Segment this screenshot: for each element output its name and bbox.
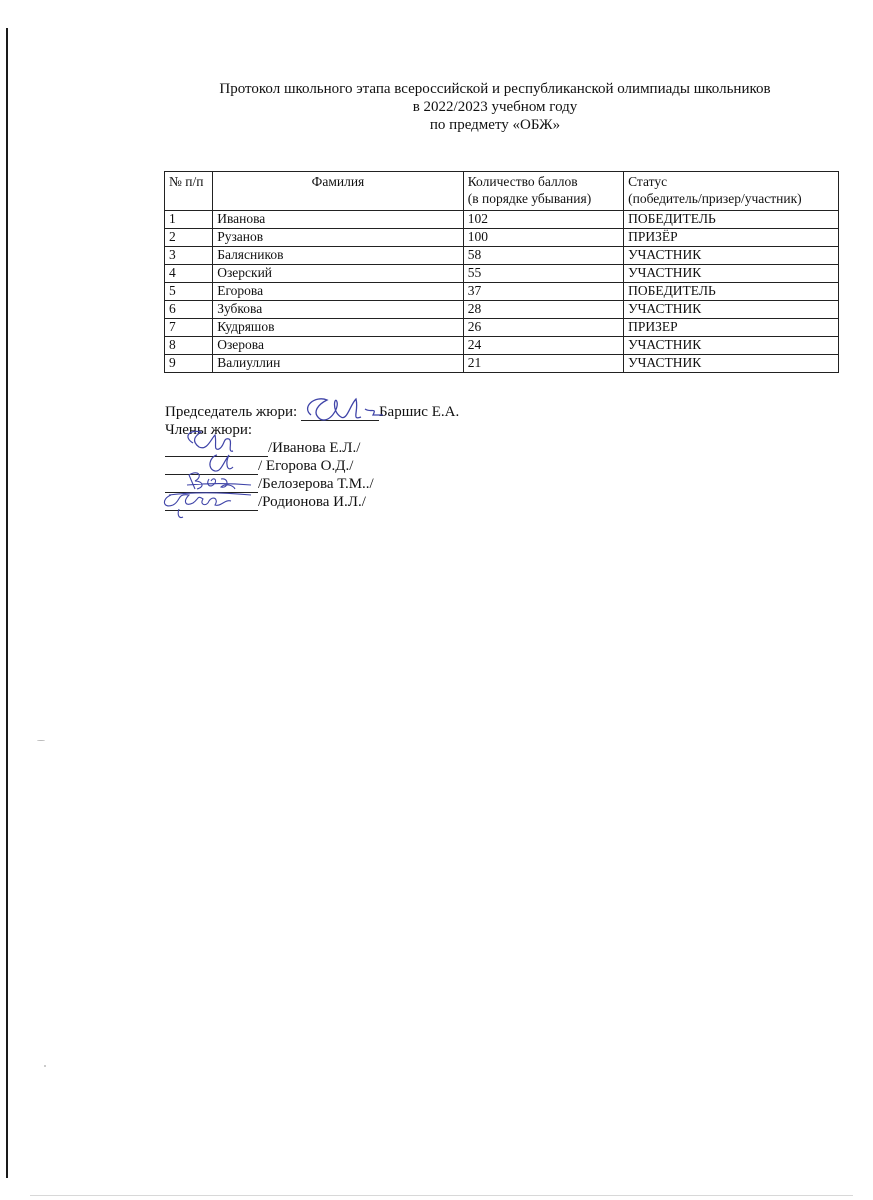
cell-name: Кудряшов: [213, 319, 464, 337]
signature-member-4: [159, 481, 259, 521]
table-row: [165, 283, 839, 301]
results-table: [164, 171, 839, 373]
cell-name: Валиуллин: [213, 355, 464, 373]
title-line-3: по предмету «ОБЖ»: [429, 117, 561, 133]
cell-score: 28: [463, 301, 623, 319]
title-line-2: в 2022/2023 учебном году: [412, 99, 578, 115]
cell-name: Озерский: [213, 265, 464, 283]
cell-num: 1: [165, 211, 213, 229]
header-score: [463, 172, 623, 211]
cell-num: 8: [165, 337, 213, 355]
signature-line: [301, 405, 379, 421]
header-num: № п/п: [165, 172, 213, 211]
cell-num: 5: [165, 283, 213, 301]
header-status: [624, 172, 839, 211]
signature-chair: [295, 391, 395, 431]
cell-name: Зубкова: [213, 301, 464, 319]
header-score-line1: Количество баллов: [467, 174, 578, 189]
title-line-1: Протокол школьного этапа всероссийской и республиканской олимпиады школьников: [219, 81, 771, 97]
table-row: [165, 301, 839, 319]
table-row: [165, 247, 839, 265]
cell-score: 100: [463, 229, 623, 247]
cell-score: 21: [463, 355, 623, 373]
scan-speck: [37, 740, 45, 741]
cell-num: 9: [165, 355, 213, 373]
jury-chair-row: [165, 403, 459, 421]
table-row: [165, 211, 839, 229]
cell-name: Егорова: [213, 283, 464, 301]
jury-member-name: / Егорова О.Д./: [258, 458, 354, 474]
table-row: [165, 265, 839, 283]
cell-score: 55: [463, 265, 623, 283]
jury-member-name: /Белозерова Т.М../: [258, 476, 374, 492]
cell-status: УЧАСТНИК: [624, 301, 839, 319]
table-header-row: [165, 172, 839, 211]
cell-name: Озерова: [213, 337, 464, 355]
cell-status: УЧАСТНИК: [624, 337, 839, 355]
header-status-line2: (победитель/призер/участник): [628, 190, 802, 206]
cell-status: УЧАСТНИК: [624, 355, 839, 373]
cell-score: 102: [463, 211, 623, 229]
cell-score: 26: [463, 319, 623, 337]
table-row: [165, 337, 839, 355]
jury-members-label: Члены жюри:: [165, 422, 253, 438]
cell-status: УЧАСТНИК: [624, 247, 839, 265]
scan-speck: [44, 1065, 46, 1067]
table-row: [165, 319, 839, 337]
cell-name: Иванова: [213, 211, 464, 229]
header-status-line1: Статус: [628, 174, 668, 189]
cell-status: ПОБЕДИТЕЛЬ: [624, 211, 839, 229]
jury-member-name: /Родионова И.Л./: [258, 494, 366, 510]
cell-num: 6: [165, 301, 213, 319]
jury-section: [165, 403, 459, 511]
cell-status: ПОБЕДИТЕЛЬ: [624, 283, 839, 301]
cell-score: 37: [463, 283, 623, 301]
cell-status: ПРИЗЁР: [624, 229, 839, 247]
document-title: [110, 80, 873, 134]
cell-num: 4: [165, 265, 213, 283]
jury-chair-name: Баршис Е.А.: [378, 404, 460, 420]
jury-chair-label: Председатель жюри:: [165, 404, 298, 420]
cell-name: Балясников: [213, 247, 464, 265]
cell-score: 24: [463, 337, 623, 355]
header-name: Фамилия: [213, 172, 464, 211]
scan-edge-bottom: [30, 1195, 853, 1196]
signature-line: [165, 495, 258, 511]
jury-member-row: [165, 493, 459, 511]
cell-num: 7: [165, 319, 213, 337]
table-row: [165, 229, 839, 247]
scan-edge-left: [6, 28, 8, 1178]
cell-name: Рузанов: [213, 229, 464, 247]
cell-num: 3: [165, 247, 213, 265]
jury-member-name: /Иванова Е.Л./: [268, 440, 361, 456]
table-row: [165, 355, 839, 373]
header-score-line2: (в порядке убывания): [467, 190, 592, 206]
cell-status: УЧАСТНИК: [624, 265, 839, 283]
cell-score: 58: [463, 247, 623, 265]
cell-num: 2: [165, 229, 213, 247]
cell-status: ПРИЗЕР: [624, 319, 839, 337]
